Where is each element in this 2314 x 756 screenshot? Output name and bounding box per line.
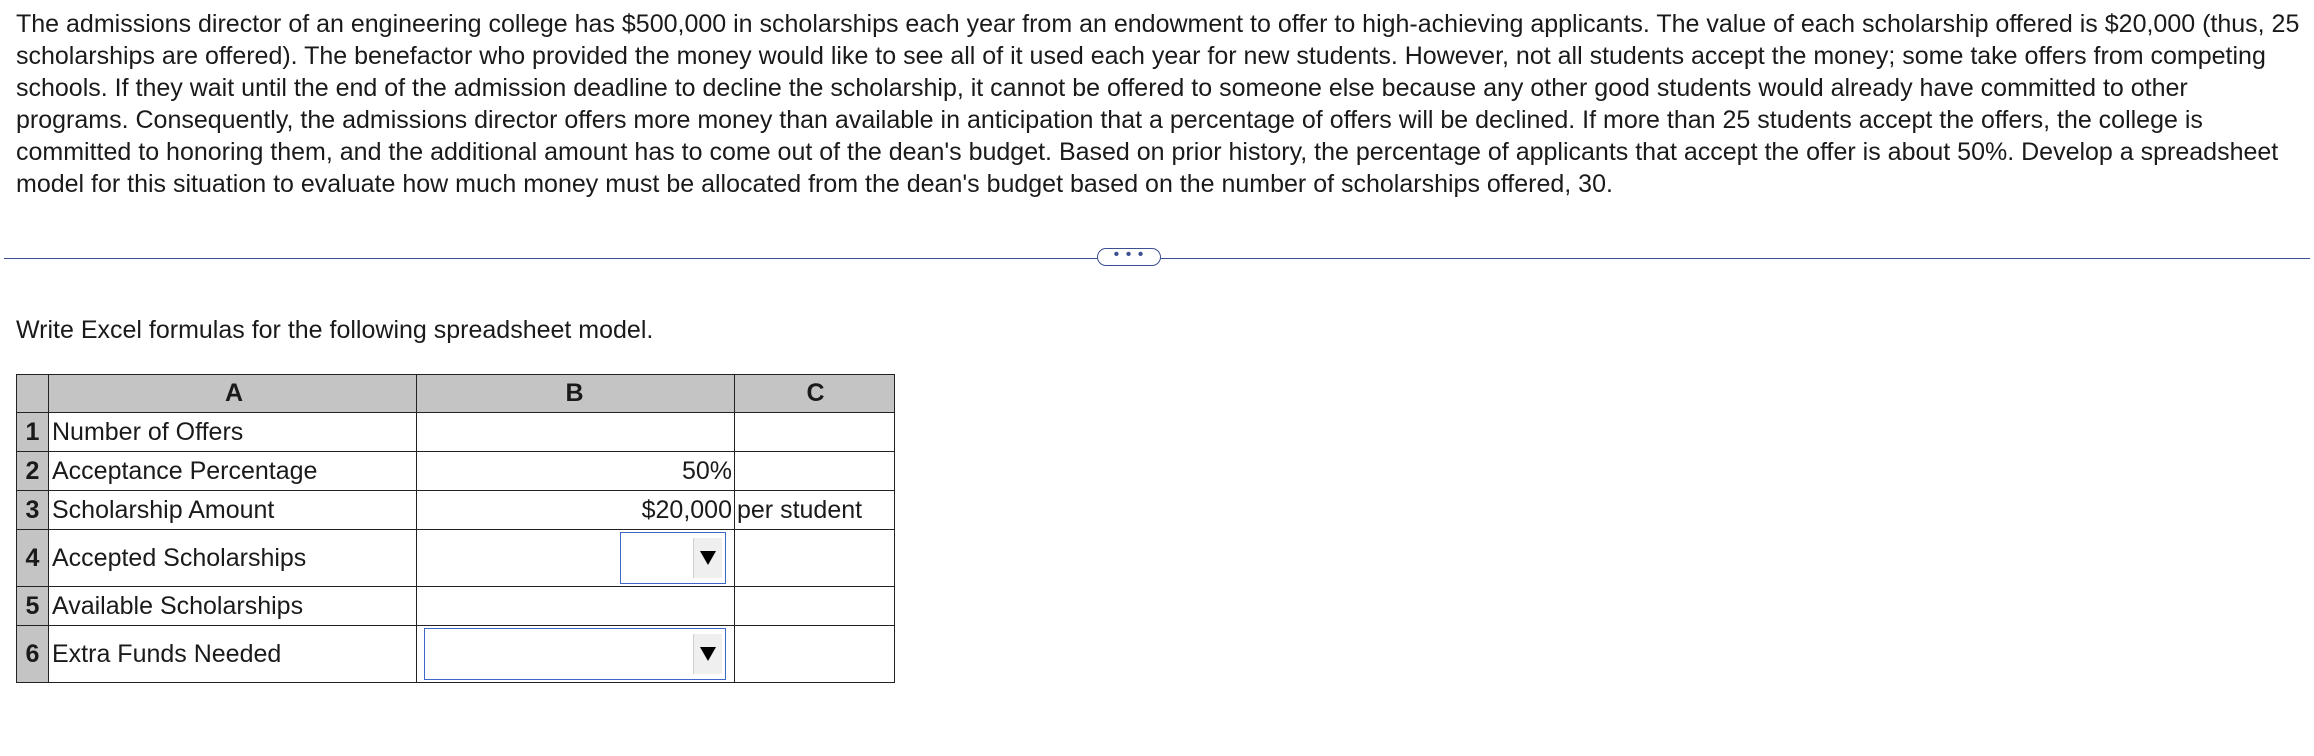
row-number: 5 [17, 587, 49, 626]
extra-funds-dropdown[interactable] [424, 628, 726, 680]
accepted-scholarships-dropdown[interactable] [620, 532, 726, 584]
cell-unit [735, 587, 895, 626]
table-row [17, 452, 895, 491]
cell-value: $20,000 [417, 491, 735, 530]
cell-label: Scholarship Amount [49, 491, 417, 530]
column-header-a: A [49, 375, 417, 413]
cell-label: Acceptance Percentage [49, 452, 417, 491]
cell-unit [735, 413, 895, 452]
table-row [17, 587, 895, 626]
cell-label: Accepted Scholarships [49, 530, 417, 587]
row-number: 2 [17, 452, 49, 491]
table-row [17, 626, 895, 683]
corner-cell [17, 375, 49, 413]
cell-unit [735, 530, 895, 587]
spreadsheet-table [16, 374, 895, 683]
cell-value [417, 530, 735, 587]
expand-more-button[interactable]: • • • [1097, 248, 1161, 266]
cell-unit [735, 452, 895, 491]
table-row [17, 530, 895, 587]
dropdown-arrow-icon [693, 634, 722, 674]
column-header-c: C [735, 375, 895, 413]
dropdown-arrow-icon [693, 538, 722, 578]
row-number: 6 [17, 626, 49, 683]
cell-label: Available Scholarships [49, 587, 417, 626]
row-number: 3 [17, 491, 49, 530]
table-row [17, 491, 895, 530]
row-number: 1 [17, 413, 49, 452]
column-header-row [17, 375, 895, 413]
cell-value [417, 626, 735, 683]
row-number: 4 [17, 530, 49, 587]
cell-unit: per student [735, 491, 895, 530]
column-header-b: B [417, 375, 735, 413]
cell-value [417, 587, 735, 626]
instruction-text: Write Excel formulas for the following spreadsheet model. [16, 316, 654, 344]
problem-statement: The admissions director of an engineering college has $500,000 in scholarships each year from an endowment to offer to high-achieving applicants. The value of each scholarship offered is $20,000 (thus, 25 scholarships are offered). The benefactor who provided the money would like to see all of it used each year for new students. However, not all students accept the money; some take offers from competing schools. If they wait until the end of the admission deadline to decline the scholarship, it cannot be offered to someone else because any other good students would already have committed to other programs. Consequently, the admissions director offers more money than available in anticipation that a percentage of offers will be declined. If more than 25 students accept the offers, the college is committed to honoring them, and the additional amount has to come out of the dean's budget. Based on prior history, the percentage of applicants that accept the offer is about 50%. Develop a spreadsheet model for this situation to evaluate how much money must be allocated from the dean's budget based on the number of scholarships offered, 30. [16, 10, 2300, 198]
table-row [17, 413, 895, 452]
cell-label: Number of Offers [49, 413, 417, 452]
cell-label: Extra Funds Needed [49, 626, 417, 683]
cell-unit [735, 626, 895, 683]
cell-value [417, 413, 735, 452]
cell-value: 50% [417, 452, 735, 491]
